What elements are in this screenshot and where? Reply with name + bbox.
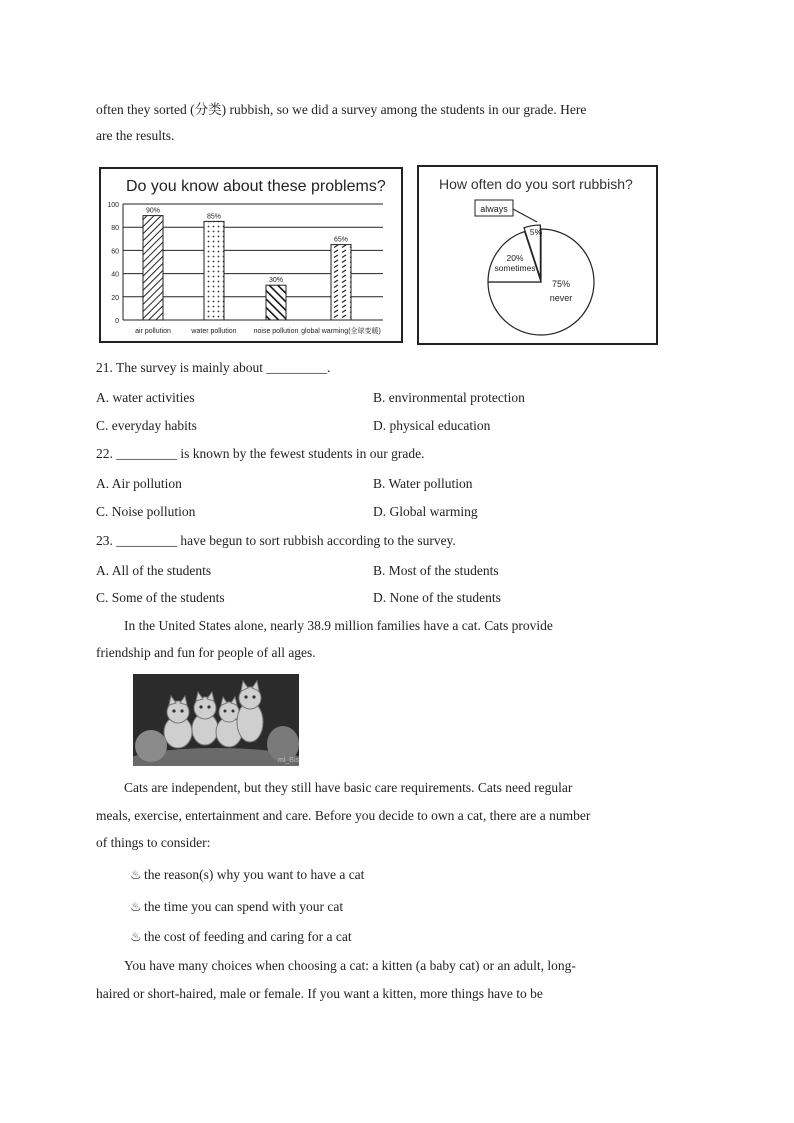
y-tick-label: 80 xyxy=(111,225,119,233)
pie-chart-title: How often do you sort rubbish? xyxy=(439,176,633,192)
y-tick-label: 60 xyxy=(111,248,119,256)
q21-option-b: B. environmental protection xyxy=(373,390,525,405)
pie-percent-label: 5% xyxy=(529,227,543,237)
y-tick-label: 40 xyxy=(111,271,119,279)
y-tick-label: 100 xyxy=(107,202,119,209)
bar-chart xyxy=(101,169,401,341)
pie-percent-label: 75% xyxy=(551,279,571,289)
intro-line-2: are the results. xyxy=(96,128,175,143)
question-22-stem: 22. _________ is known by the fewest students in our grade. xyxy=(96,446,425,461)
bar xyxy=(331,245,351,320)
bar-chart-title: Do you know about these problems? xyxy=(126,178,386,195)
intro-line-1: often they sorted (分类) rubbish, so we did a survey among the students in our grade. Here xyxy=(96,102,587,117)
bar xyxy=(143,216,163,320)
bar-data-label: 30% xyxy=(268,277,284,285)
pie-slice-label: always xyxy=(480,204,508,214)
q22-option-b: B. Water pollution xyxy=(373,476,473,491)
cat-bullet-icon: ♨ xyxy=(130,867,142,882)
pie-chart xyxy=(419,167,656,343)
x-tick-label: global warming(全球变暖) xyxy=(301,328,381,335)
x-tick-label: water pollution xyxy=(191,328,237,335)
passage-p1-line-1: In the United States alone, nearly 38.9 million families have a cat. Cats provide xyxy=(124,618,553,633)
passage-p3-line-1: You have many choices when choosing a cat: a kitten (a baby cat) or an adult, long- xyxy=(124,958,576,973)
q22-option-d: D. Global warming xyxy=(373,504,478,519)
bar xyxy=(204,221,224,320)
consider-item: ♨ the reason(s) why you want to have a cat xyxy=(130,867,365,882)
q21-option-d: D. physical education xyxy=(373,418,491,433)
kittens-photo xyxy=(133,674,299,766)
y-tick-label: 20 xyxy=(111,294,119,302)
y-tick-label: 0 xyxy=(115,318,119,325)
bar-data-label: 85% xyxy=(206,213,222,221)
consider-item: ♨ the cost of feeding and caring for a cat xyxy=(130,929,352,944)
passage-p2-line-2: meals, exercise, entertainment and care. Before you decide to own a cat, there are a number xyxy=(96,808,591,823)
pie-percent-label: 20% xyxy=(506,253,524,263)
bar xyxy=(266,285,286,320)
photo-watermark: ml_Bis xyxy=(278,757,299,764)
bar-chart-panel xyxy=(99,167,403,343)
q21-option-a: A. water activities xyxy=(96,390,195,405)
q23-option-a: A. All of the students xyxy=(96,563,212,578)
callout-line xyxy=(513,209,537,222)
passage-p1-line-2: friendship and fun for people of all ages. xyxy=(96,645,316,660)
q22-option-a: A. Air pollution xyxy=(96,476,182,491)
x-tick-label: noise pollution xyxy=(253,328,299,335)
pie-chart-panel xyxy=(417,165,658,345)
q23-option-c: C. Some of the students xyxy=(96,590,225,605)
cat-bullet-icon: ♨ xyxy=(130,929,142,944)
passage-p3-line-2: haired or short-haired, male or female. If you want a kitten, more things have to be xyxy=(96,986,543,1001)
bar-data-label: 90% xyxy=(145,207,161,215)
consider-item: ♨ the time you can spend with your cat xyxy=(130,899,344,914)
pie-slice-label: never xyxy=(549,293,573,303)
x-tick-label: air pollution xyxy=(135,328,171,335)
q23-option-d: D. None of the students xyxy=(373,590,501,605)
pie-slice-label: sometimes xyxy=(494,263,536,273)
bar-data-label: 65% xyxy=(333,236,349,244)
q22-option-c: C. Noise pollution xyxy=(96,504,196,519)
question-21-stem: 21. The survey is mainly about _________. xyxy=(96,360,331,375)
cat-bullet-icon: ♨ xyxy=(130,899,142,914)
question-23-stem: 23. _________ have begun to sort rubbish according to the survey. xyxy=(96,533,456,548)
passage-p2-line-1: Cats are independent, but they still have basic care requirements. Cats need regular xyxy=(124,780,573,795)
q23-option-b: B. Most of the students xyxy=(373,563,499,578)
q21-option-c: C. everyday habits xyxy=(96,418,197,433)
passage-p2-line-3: of things to consider: xyxy=(96,835,211,850)
